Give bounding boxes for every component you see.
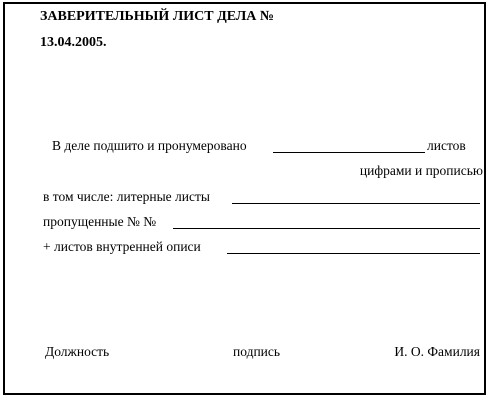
inventory-sheets-blank (227, 253, 480, 254)
signature-label: подпись (233, 344, 281, 359)
document-title: ЗАВЕРИТЕЛЬНЫЙ ЛИСТ ДЕЛА № (40, 9, 274, 24)
letter-sheets-label: в том числе: литерные листы (43, 189, 210, 204)
inventory-sheets-label: + листов внутренней описи (43, 239, 201, 254)
sheets-count-label: В деле подшито и пронумеровано (52, 138, 247, 153)
letter-sheets-blank (232, 203, 480, 204)
full-name-label: И. О. Фамилия (394, 344, 480, 359)
missing-numbers-blank (173, 228, 480, 229)
position-label: Должность (45, 344, 110, 359)
missing-numbers-label: пропущенные № № (43, 214, 157, 229)
sheets-count-hint: цифрами и прописью (359, 163, 483, 178)
document-date: 13.04.2005. (40, 35, 107, 50)
sheets-suffix-label: листов (427, 138, 466, 153)
sheets-count-blank (273, 152, 425, 153)
